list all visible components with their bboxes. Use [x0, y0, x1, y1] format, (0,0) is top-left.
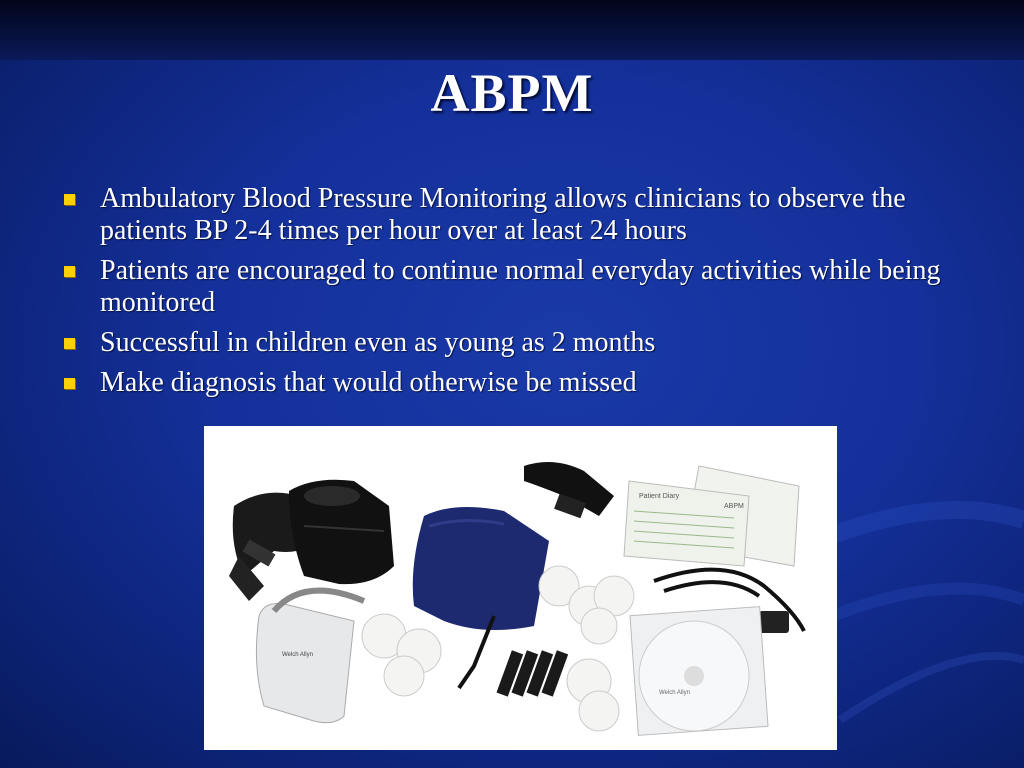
batteries-image: [496, 650, 568, 696]
square-bullet-icon: [64, 194, 75, 205]
square-bullet-icon: [64, 266, 75, 277]
bullet-item: [62, 255, 982, 319]
bullet-item: [62, 367, 982, 399]
bullet-item: [62, 183, 982, 247]
patient-diary-image: [624, 466, 799, 566]
abpm-kit-illustration: [204, 426, 837, 750]
cd-brand-label: Welch Allyn: [659, 690, 690, 696]
bullet-text: Make diagnosis that would otherwise be missed: [100, 367, 637, 398]
bullet-list: [62, 183, 982, 407]
bp-monitor-device-image: [256, 591, 364, 723]
carry-pouch-image: [289, 480, 394, 584]
software-cd-image: [630, 607, 768, 736]
abpm-kit-photo: [204, 426, 837, 750]
diary-title: Patient Diary: [639, 493, 680, 500]
bullet-text: Ambulatory Blood Pressure Monitoring allows clinicians to observe the patients BP 2-4 times per hour over at least 24 hours: [100, 183, 906, 246]
shoulder-strap-image: [524, 462, 614, 518]
bullet-item: [62, 327, 982, 359]
monitor-brand-label: Welch Allyn: [282, 652, 313, 658]
bullet-text: Patients are encouraged to continue normal everyday activities while being monitored: [100, 255, 941, 318]
square-bullet-icon: [64, 378, 75, 389]
slide-title: ABPM: [430, 63, 594, 123]
diary-abpm-label: ABPM: [724, 503, 744, 510]
square-bullet-icon: [64, 338, 75, 349]
bullet-text: Successful in children even as young as 2 months: [100, 327, 656, 358]
